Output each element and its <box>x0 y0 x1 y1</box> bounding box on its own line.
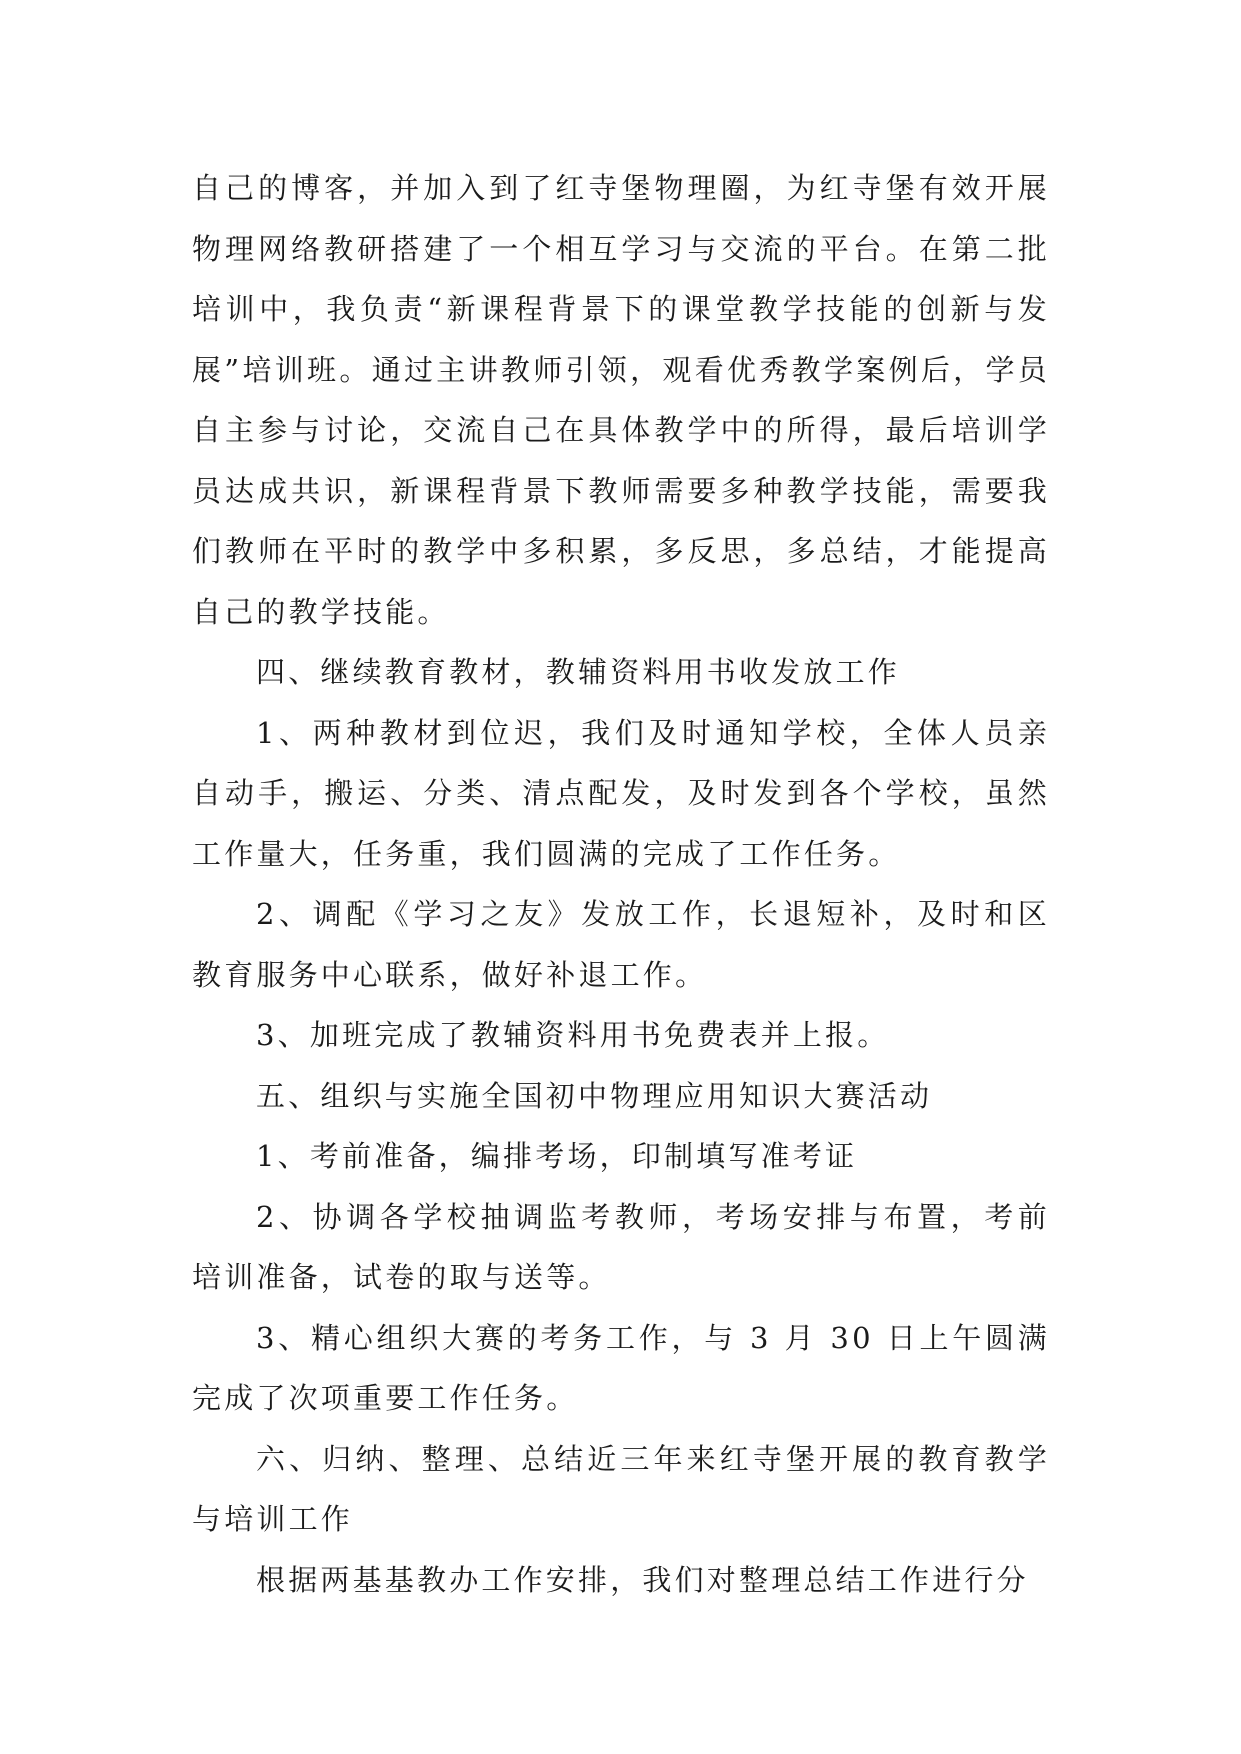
paragraph-item-4-1: 1、两种教材到位迟，我们及时通知学校，全体人员亲自动手，搬运、分类、清点配发，及时发到各个学校，虽然工作量大，任务重，我们圆满的完成了工作任务。 <box>192 715 1050 871</box>
heading-section-five: 五、组织与实施全国初中物理应用知识大赛活动 <box>256 1078 933 1113</box>
paragraph-section-six-intro: 根据两基基教办工作安排，我们对整理总结工作进行分 <box>256 1562 1029 1597</box>
heading-section-four: 四、继续教育教材，教辅资料用书收发放工作 <box>256 655 901 689</box>
paragraph-item-4-2: 2、调配《学习之友》发放工作，长退短补，及时和区教育服务中心联系，做好补退工作。 <box>192 897 1050 992</box>
paragraph-blog-training: 自己的博客，并加入到了红寺堡物理圈，为红寺堡有效开展物理网络教研搭建了一个相互学习与交流的平台。在第二批培训中，我负责“新课程背景下的课堂教学技能的创新与发展”培训班。通过主讲教师引领，观看优秀教学案例后，学员自主参与讨论，交流自己在具体教学中的所得，最后培训学员达成共识，新课程背景下教师需要多种教学技能，需要我们教师在平时的教学中多积累，多反思，多总结，才能提高自己的教学技能。 <box>192 171 1050 629</box>
paragraph-item-5-1: 1、考前准备，编排考场，印制填写准考证 <box>256 1139 858 1173</box>
document-body <box>192 158 1050 1610</box>
heading-section-six: 六、归纳、整理、总结近三年来红寺堡开展的教育教学与培训工作 <box>192 1441 1050 1536</box>
paragraph-item-4-3: 3、加班完成了教辅资料用书免费表并上报。 <box>256 1018 890 1052</box>
paragraph-item-5-2: 2、协调各学校抽调监考教师，考场安排与布置，考前培训准备，试卷的取与送等。 <box>192 1199 1050 1294</box>
paragraph-item-5-3: 3、精心组织大赛的考务工作，与 3 月 30 日上午圆满完成了次项重要工作任务。 <box>192 1320 1050 1415</box>
